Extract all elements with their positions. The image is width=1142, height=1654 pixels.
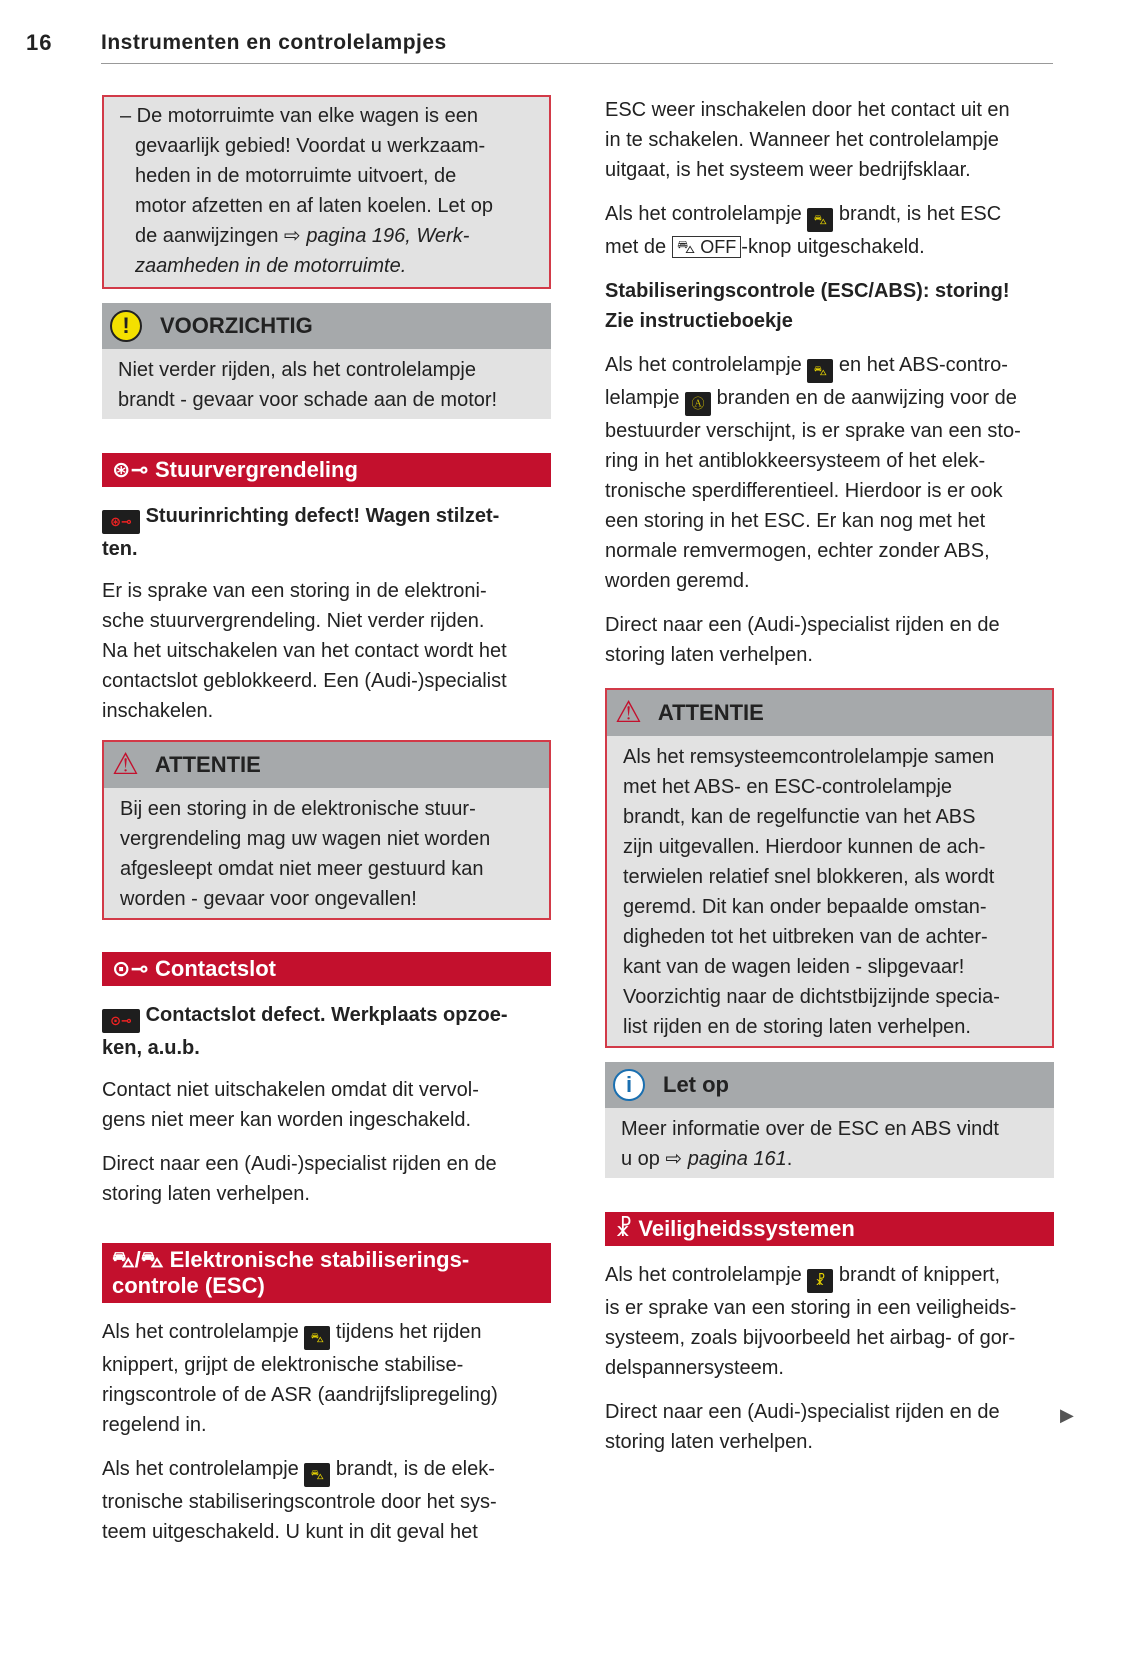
page-link[interactable]: pagina 161 (687, 1148, 787, 1170)
text-line: ring in het antiblokkeersysteem of het elek- (605, 450, 986, 472)
page-link[interactable]: zaamheden in de motorruimte (135, 255, 401, 277)
text-line: ATTENTIE (657, 700, 764, 725)
text-line: Let op (663, 1072, 729, 1097)
page-number: 16 (26, 30, 53, 55)
paragraph (102, 1075, 551, 1135)
text-line: heden in de motorruimte uitvoert, de (135, 165, 457, 187)
section-header-contactslot (102, 952, 551, 986)
text-block (102, 1454, 551, 1487)
text-block (607, 736, 1052, 1046)
text-line: geremd. Dit kan onder bepaalde omstan- (623, 896, 987, 918)
text-line: regelend in. (102, 1414, 207, 1436)
text-line: normale remvermogen, echter zonder ABS, (605, 540, 990, 562)
text-line: bestuurder verschijnt, is er sprake van een sto- (605, 420, 1021, 442)
text-line: Stuurinrichting defect! Wagen stilzet- (145, 505, 500, 527)
text-line: Als het controlelampje (102, 1321, 299, 1343)
steering-lock-icon: ⊛⊸ (112, 457, 149, 482)
text-line: Direct naar een (Audi-)specialist rijden en de (102, 1153, 497, 1175)
text-line: brandt, is de elek- (335, 1458, 495, 1480)
ignition-lock-icon: ⊙⊸ (112, 956, 149, 981)
airbag-lamp-icon: ☧ (807, 1269, 833, 1293)
right-column (605, 95, 1054, 1471)
text-line: Als het remsysteemcontrolelampje samen (623, 746, 995, 768)
text-line: met het ABS- en ESC-controlelampje (623, 776, 953, 798)
left-column (102, 95, 551, 1561)
text-line: vergrendeling mag uw wagen niet worden (120, 828, 491, 850)
text-line: Bij een storing in de elektronische stuur- (120, 798, 476, 820)
esc-off-button-symbol: ⛍ OFF (672, 236, 742, 258)
text-line: Direct naar een (Audi-)specialist rijden en de (605, 614, 1000, 636)
engine-warning-box (102, 95, 551, 289)
paragraph (102, 1454, 551, 1547)
paragraph (102, 1149, 551, 1209)
paragraph (605, 1397, 1054, 1457)
text-line: ringscontrole of de ASR (aandrijfslipregeling) (102, 1384, 498, 1406)
text-line: een storing in het ESC. Er kan nog met het (605, 510, 986, 532)
text-block (605, 383, 1054, 416)
text-block (120, 221, 535, 251)
text-block (102, 303, 551, 349)
text-line: -knop uitgeschakeld. (741, 236, 925, 258)
note-box (605, 1062, 1054, 1178)
text-line: ken, a.u.b. (102, 1037, 200, 1059)
esc-lamp-icon: ⛍ (304, 1326, 330, 1350)
text-line: sche stuurvergrendeling. Niet verder rijden. (102, 610, 485, 632)
text-line: lelampje (605, 387, 680, 409)
section-header-esc (102, 1243, 551, 1303)
text-block (605, 350, 1054, 383)
text-line: worden - gevaar voor ongevallen! (120, 888, 417, 910)
esc-icon: ⛍/⛍ (112, 1247, 164, 1272)
text-block (605, 1062, 1054, 1108)
text-line: uitgaat, is het systeem weer bedrijfsklaar. (605, 159, 971, 181)
section-header-veiligheidssystemen (605, 1212, 1054, 1246)
caution-title: VOORZICHTIG (160, 313, 313, 338)
warning-triangle-icon: ⚠ (112, 748, 139, 781)
text-line: branden en de aanwijzing voor de (716, 387, 1017, 409)
subheading (102, 1000, 551, 1063)
text-line: Als het controlelampje (605, 203, 802, 225)
text-block (605, 199, 1054, 232)
text-line: Elektronische stabiliserings- (169, 1247, 470, 1272)
text-block (605, 1108, 1054, 1178)
page-link[interactable]: pagina 196, Werk- (306, 225, 470, 247)
text-line: worden geremd. (605, 570, 750, 592)
text-line: digheden tot het uitbreken van de achter- (623, 926, 988, 948)
text-line: knippert, grijpt de elektronische stabilise- (102, 1354, 464, 1376)
text-line: systeem, zoals bijvoorbeeld het airbag- of gor- (605, 1327, 1016, 1349)
text-line: Stuurvergrendeling (155, 457, 358, 482)
text-block: u op ⇨ pagina 161. (621, 1148, 793, 1170)
warning-triangle-icon: ⚠ (615, 696, 642, 729)
text-line: delspannersysteem. (605, 1357, 784, 1379)
esc-lamp-icon: ⛍ (807, 359, 833, 383)
text-line: Als het controlelampje (605, 1264, 802, 1286)
text-line: Na het uitschakelen van het contact wordt het (102, 640, 507, 662)
ignition-lock-lamp-icon: ⊙⊸ (102, 1009, 140, 1033)
text-line: ten. (102, 538, 138, 560)
esc-off-lamp-icon: ⛍ (807, 208, 833, 232)
text-block (104, 742, 549, 788)
text-line: Stabiliseringscontrole (ESC/ABS): storing! (605, 280, 1010, 302)
text-line: in te schakelen. Wanneer het controlelampje (605, 129, 999, 151)
text-line: inschakelen. (102, 700, 214, 722)
text-block (102, 1317, 551, 1350)
text-line: Als het controlelampje (605, 354, 802, 376)
esc-off-lamp-icon: ⛍ (304, 1463, 330, 1487)
text-line: Niet verder rijden, als het controlelampje (118, 359, 476, 381)
text-block (605, 232, 1054, 262)
paragraph (605, 1260, 1054, 1383)
attentie-box (102, 740, 551, 920)
paragraph (605, 95, 1054, 185)
text-line: met de (605, 236, 667, 258)
text-line: en het ABS-contro- (838, 354, 1008, 376)
text-block (102, 349, 551, 419)
text-line: gevaarlijk gebied! Voordat u werkzaam- (135, 135, 486, 157)
text-line: afgesleept omdat niet meer gestuurd kan (120, 858, 484, 880)
text-line: u op ⇨ (621, 1148, 688, 1170)
continue-arrow-icon: ▶ (1060, 1405, 1074, 1425)
text-line: is er sprake van een storing in een veiligheids- (605, 1297, 1017, 1319)
text-line: storing laten verhelpen. (605, 644, 813, 666)
text-line: brandt, kan de regelfunctie van het ABS (623, 806, 976, 828)
text-line: brandt, is het ESC (838, 203, 1002, 225)
text-line: terwielen relatief snel blokkeren, als wordt (623, 866, 995, 888)
paragraph (605, 350, 1054, 596)
page-title: Instrumenten en controlelampjes (101, 31, 447, 54)
text-block (104, 788, 549, 918)
text-line: gens niet meer kan worden ingeschakeld. (102, 1109, 472, 1131)
text-line: ATTENTIE (154, 752, 261, 777)
text-block (605, 1260, 1054, 1293)
caution-icon: ! (110, 310, 142, 342)
abs-lamp-icon: Ⓐ (685, 392, 711, 416)
text-line: Er is sprake van een storing in de elektroni- (102, 580, 487, 602)
text-line: list rijden en de storing laten verhelpen. (623, 1016, 971, 1038)
text-line: contactslot geblokkeerd. Een (Audi-)specialist (102, 670, 507, 692)
text-line: teem uitgeschakeld. U kunt in dit geval het (102, 1521, 478, 1543)
text-line: controle (ESC) (112, 1273, 265, 1298)
section-header-stuurvergrendeling (102, 453, 551, 487)
text-line: – De motorruimte van elke wagen is een (120, 105, 478, 127)
text-line: Contact niet uitschakelen omdat dit vervol- (102, 1079, 479, 1101)
text-line: kant van de wagen leiden - slipgevaar! (623, 956, 965, 978)
paragraph (102, 576, 551, 726)
text-line: tronische stabiliseringscontrole door het sys- (102, 1491, 497, 1513)
subheading (605, 276, 1054, 336)
caution-box (102, 303, 551, 419)
text-block: zaamheden in de motorruimte. (135, 255, 407, 277)
text-line: tijdens het rijden (335, 1321, 482, 1343)
text-line: OFF (700, 237, 737, 257)
text-line: Veiligheidssystemen (638, 1216, 855, 1241)
text-line: Contactslot (155, 956, 276, 981)
steering-lock-lamp-icon: ⊛⊸ (102, 510, 140, 534)
paragraph (605, 199, 1054, 262)
airbag-icon: ☧ (615, 1216, 633, 1241)
text-line: Direct naar een (Audi-)specialist rijden en de (605, 1401, 1000, 1423)
text-line: Contactslot defect. Werkplaats opzoe- (145, 1004, 508, 1026)
header-rule (101, 63, 1053, 64)
text-line: storing laten verhelpen. (102, 1183, 310, 1205)
paragraph (605, 610, 1054, 670)
text-line: storing laten verhelpen. (605, 1431, 813, 1453)
info-icon: i (613, 1069, 645, 1101)
text-line: motor afzetten en af laten koelen. Let op (135, 195, 494, 217)
attentie-box (605, 688, 1054, 1048)
text-line: Voorzichtig naar de dichtstbijzijnde specia- (623, 986, 1000, 1008)
text-line: Meer informatie over de ESC en ABS vindt (621, 1118, 999, 1140)
subheading (102, 501, 551, 564)
text: de aanwijzingen ⇨ (135, 225, 307, 247)
text-line: zijn uitgevallen. Hierdoor kunnen de ach- (623, 836, 986, 858)
paragraph (102, 1317, 551, 1440)
text-line: tronische sperdifferentieel. Hierdoor is er ook (605, 480, 1003, 502)
text-line: Als het controlelampje (102, 1458, 299, 1480)
text-block (607, 690, 1052, 736)
text-line: ESC weer inschakelen door het contact uit en (605, 99, 1010, 121)
text-line: Zie instructieboekje (605, 310, 793, 332)
text-line: brandt of knippert, (838, 1264, 1001, 1286)
text-line: brandt - gevaar voor schade aan de motor! (118, 389, 498, 411)
